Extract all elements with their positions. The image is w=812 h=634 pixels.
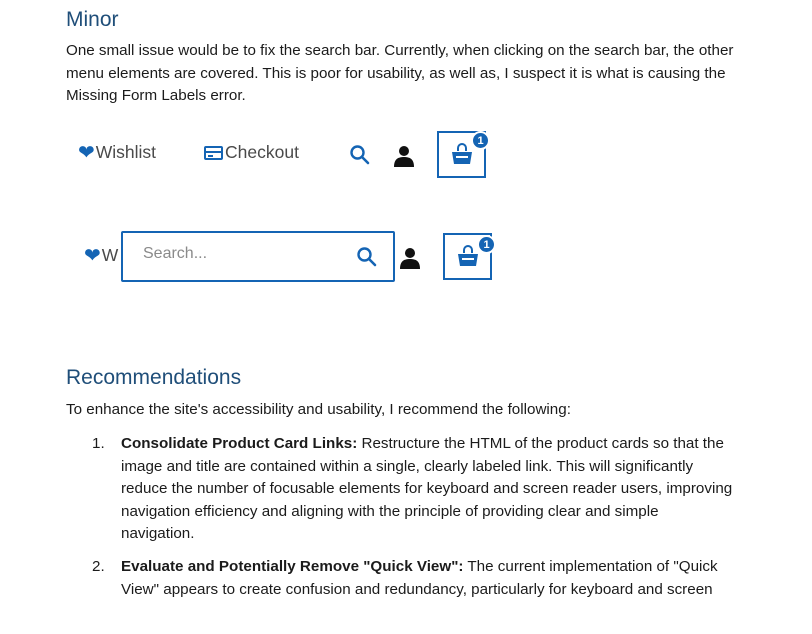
heart-icon: ❤ (84, 244, 101, 267)
list-item-title: Evaluate and Potentially Remove "Quick View": (121, 558, 464, 575)
list-item-text: image and title are contained within a single, clearly labeled link. This will significantly (121, 457, 694, 475)
person-icon[interactable] (398, 246, 422, 270)
shopping-bag-icon (450, 142, 474, 166)
search-input[interactable] (143, 245, 343, 263)
cart-count-badge: 1 (477, 235, 496, 254)
list-item-title: Consolidate Product Card Links: (121, 435, 358, 452)
list-item-text: navigation. (121, 525, 195, 542)
list-item-text: navigation efficiency and aligning with the principle of providing clear and simple (121, 502, 659, 520)
list-number: 2. (92, 558, 105, 575)
wishlist-link-covered[interactable] (84, 245, 118, 266)
search-icon[interactable] (349, 144, 371, 166)
wishlist-link[interactable] (78, 142, 156, 163)
recommendations-intro: To enhance the site's accessibility and usability, I recommend the following: (66, 401, 571, 418)
credit-card-icon (204, 146, 223, 160)
minor-paragraph (66, 40, 733, 108)
list-item-text: Restructure the HTML of the product cards so that the (357, 435, 724, 452)
minor-line: One small issue would be to fix the search bar. Currently, when clicking on the search bar, the other (66, 42, 734, 59)
wishlist-partial-label: W (101, 245, 119, 265)
list-item-text: View" appears to create confusion and redundancy, particularly for keyboard and screen (121, 580, 713, 598)
person-icon[interactable] (392, 144, 416, 168)
cart-count-badge: 1 (471, 131, 490, 150)
shopping-bag-icon (456, 244, 480, 268)
list-number: 1. (92, 435, 105, 452)
minor-line: menu elements are covered. This is poor for usability, as well as, I suspect it is what is causing the (66, 64, 726, 82)
cart-button[interactable] (437, 131, 486, 178)
recommendations-list (92, 433, 792, 634)
wishlist-label: Wishlist (95, 142, 157, 162)
search-icon[interactable] (356, 246, 378, 268)
minor-line: Missing Form Labels error. (66, 87, 246, 104)
checkout-label: Checkout (225, 142, 299, 162)
search-box[interactable] (121, 231, 395, 282)
checkout-link[interactable] (204, 142, 299, 163)
cart-button[interactable] (443, 233, 492, 280)
list-item-text: reduce the number of focusable elements for keyboard and screen reader users, improving (121, 480, 733, 497)
recommendations-heading: Recommendations (66, 366, 242, 389)
heart-icon: ❤ (78, 141, 95, 164)
minor-heading: Minor (66, 8, 119, 31)
list-item-text: The current implementation of "Quick (463, 558, 718, 575)
